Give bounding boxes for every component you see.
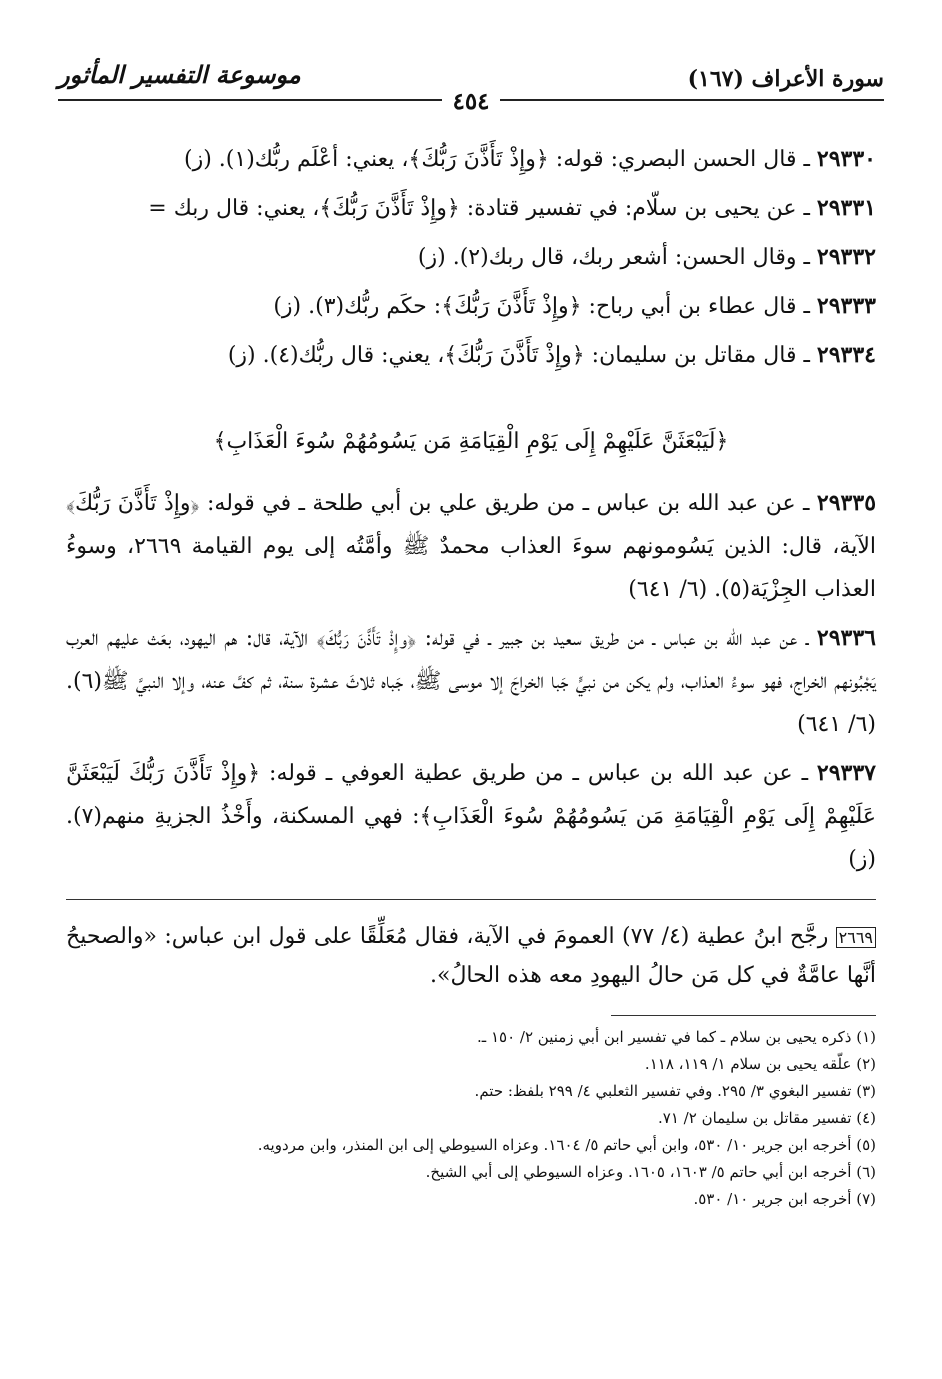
narration-text: ـ عن يحيى بن سلّام: في تفسير قتادة: ﴿وإِذْ تَأَذَّنَ رَبُّكَ﴾، يعني: قال ربك =	[148, 196, 810, 221]
editor-note	[66, 918, 876, 995]
quran-verse-heading: ﴿لَيَبْعَثَنَّ عَلَيْهِمْ إِلَى يَوْمِ الْقِيَامَةِ مَن يَسُومُهُمْ سُوءَ الْعَذَابِ﴾	[213, 429, 729, 454]
book-title: موسوعة التفسير المأثور	[58, 60, 301, 89]
narration-text: ـ وقال الحسن: أشعر ربك، قال ربك(٢). (ز)	[417, 245, 810, 270]
footnote-item: (٦) أخرجه ابن أبي حاتم ٥/ ١٦٠٣، ١٦٠٥. وعزاه السيوطي إلى أبي الشيخ.	[425, 1163, 876, 1181]
note-ref-number: ٢٦٦٩	[836, 927, 876, 948]
page-number: ٤٥٤	[442, 88, 499, 115]
footnotes	[66, 1024, 876, 1213]
narration-text: ـ عن عبد الله بن عباس ـ من طريق علي بن أبي طلحة ـ في قوله: ﴿وإِذْ تَأَذَّنَ رَبُّكَ﴾ الآية، قال: الذين يَسُومونهم سوءَ العذاب محمدٌ ﷺ وأمَّتُه إلى يوم القيامة ٢٦٦٩، وسوءُ العذاب الجِزْيَة(٥). (٦/ ٦٤١)	[66, 491, 876, 602]
footnote-item: (٤) تفسير مقاتل بن سليمان ٢/ ٧١.	[658, 1109, 876, 1127]
surah-header: سورة الأعراف (١٦٧)	[687, 66, 884, 92]
footnote-item: (٧) أخرجه ابن جرير ١٠/ ٥٣٠.	[693, 1190, 876, 1208]
page-header	[58, 52, 884, 115]
narration-29330	[66, 138, 876, 181]
footnote-item: (١) ذكره يحيى بن سلام ـ كما في تفسير ابن أبي زمنين ٢/ ١٥٠ ـ.	[477, 1028, 876, 1046]
narration-number: ٢٩٣٣٣	[816, 293, 876, 319]
main-content	[66, 138, 876, 1213]
note-text: رجَّح ابنُ عطية (٤/ ٧٧) العمومَ في الآية، فقال مُعَلِّقًا على قول ابن عباس: «والصحيحُ أنَّها عامَّةٌ في كل مَن حالُ اليهودِ معه هذه الحالُ».	[66, 924, 876, 988]
narration-number: ٢٩٣٣٤	[816, 342, 876, 368]
footnote-item: (٣) تفسير البغوي ٣/ ٢٩٥. وفي تفسير الثعلبي ٤/ ٢٩٩ بلفظ: حتم.	[474, 1082, 876, 1100]
page-number-wrap	[58, 88, 884, 115]
narration-number: ٢٩٣٣٦	[816, 625, 876, 651]
narration-number: ٢٩٣٣٥	[816, 490, 877, 516]
narration-29331	[66, 187, 876, 230]
footnote-item: (٢) علّقه يحيى بن سلام ١/ ١١٩، ١١٨.	[644, 1055, 876, 1073]
note-divider	[66, 899, 876, 900]
narration-text: ـ عن عبد الله بن عباس ـ من طريق عطية العوفي ـ قوله: ﴿وإِذْ تَأَذَّنَ رَبُّكَ لَيَبْعَثَنَّ عَلَيْهِمْ إِلَى يَوْمِ الْقِيَامَةِ مَن يَسُومُهُمْ سُوءَ الْعَذَابِ﴾: فهي المسكنة، وأَخْذُ الجزيةِ منهم(٧). (ز)	[66, 761, 876, 872]
narration-number: ٢٩٣٣٧	[816, 760, 876, 786]
narration-number: ٢٩٣٣١	[816, 195, 876, 221]
narration-number: ٢٩٣٣٢	[816, 244, 876, 270]
narration-29332	[66, 236, 876, 279]
narration-29337	[66, 752, 876, 881]
narration-text: ـ قال عطاء بن أبي رباح: ﴿وإِذْ تَأَذَّنَ رَبُّكَ﴾: حكَم ربُّك(٣). (ز)	[273, 294, 810, 319]
narration-number: ٢٩٣٣٠	[816, 146, 876, 172]
narration-29333	[66, 285, 876, 328]
narration-29335	[66, 482, 876, 611]
narration-text: ـ قال مقاتل بن سليمان: ﴿وإِذْ تَأَذَّنَ رَبُّكَ﴾، يعني: قال ربُّك(٤). (ز)	[227, 343, 810, 368]
footnotes-rule	[611, 1015, 876, 1016]
narration-text: ـ عن عبد الله بن عباس ـ من طريق سعيد بن جبير ـ في قوله: ﴿وإِذْ تَأَذَّنَ رَبُّكَ﴾ الآية، قال: هم اليهود، بعَث عليهم العرب يَجْبُونهم الخراج، فهو سوءُ العذاب، ولم يكن من نبيٍّ جَبا الخراجَ إلا موسى ﷺ، جَباه ثلاثَ عشرة سنة، ثم كفَّ عنه، وإلا النبيَّ ﷺ(٦). (٦/ ٦٤١)	[66, 626, 876, 737]
narration-text: ـ قال الحسن البصري: قوله: ﴿وإِذْ تَأَذَّنَ رَبُّكَ﴾، يعني: أعْلَم ربُّك(١). (ز)	[184, 147, 810, 172]
narration-29336	[66, 617, 876, 746]
footnote-item: (٥) أخرجه ابن جرير ١٠/ ٥٣٠، وابن أبي حاتم ٥/ ١٦٠٤. وعزاه السيوطي إلى ابن المنذر، وابن مردويه.	[257, 1136, 876, 1154]
narration-29334	[66, 334, 876, 377]
